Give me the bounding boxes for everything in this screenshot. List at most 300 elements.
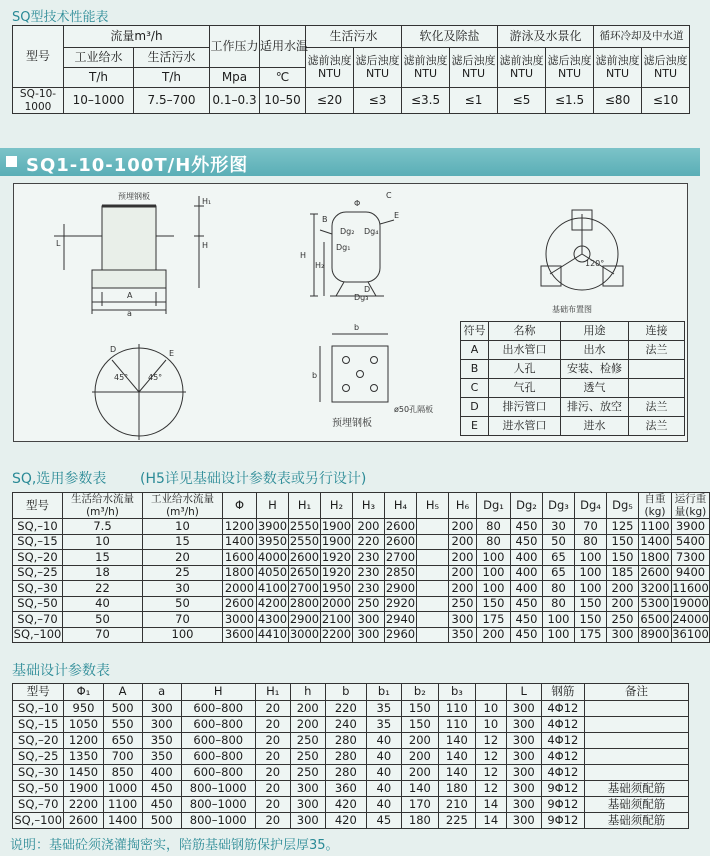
table-cell: 800–1000 xyxy=(181,781,255,797)
column-header: a xyxy=(142,684,181,701)
table-cell: 2000 xyxy=(223,581,257,597)
table-cell: 20 xyxy=(255,765,290,781)
table-row xyxy=(13,565,710,581)
table-cell: 70 xyxy=(575,519,607,535)
table-cell xyxy=(417,550,449,566)
table-row xyxy=(13,797,689,813)
table-cell: 2600 xyxy=(64,813,103,829)
banner-title: SQ1-10-100T/H外形图 xyxy=(26,155,249,176)
hdr-before: 滤前浊度NTU xyxy=(594,48,642,88)
label-layout: 基础布置图 xyxy=(552,305,592,314)
legend-cell: 人孔 xyxy=(489,360,561,379)
column-header: H₁ xyxy=(289,493,321,519)
table-cell: 230 xyxy=(353,581,385,597)
table-cell: 8900 xyxy=(640,627,670,642)
footnote: 说明：基础砼须浇灌掏密实，陪筋基础钢筋保护层厚35。 xyxy=(10,838,339,853)
table-cell: 150 xyxy=(575,596,607,612)
column-header: h xyxy=(290,684,325,701)
table-cell: 110 xyxy=(438,701,475,717)
table-cell: 4Φ12 xyxy=(541,749,584,765)
table-cell xyxy=(584,701,688,717)
table-cell: 11600 xyxy=(672,580,709,595)
table-cell: 1350 xyxy=(64,749,103,765)
table-cell: 250 xyxy=(353,596,385,612)
table-cell: 9Φ12 xyxy=(541,813,584,829)
table-cell: 1400 xyxy=(103,813,142,829)
table-cell: 20 xyxy=(143,550,223,566)
dim-H1: H₁ xyxy=(202,197,212,206)
table-cell: 7300 xyxy=(672,550,710,566)
legend-header: 符号 xyxy=(461,322,489,341)
table-cell: 250 xyxy=(290,749,325,765)
table-cell: 1920 xyxy=(321,565,352,580)
table-cell: 3900 xyxy=(257,518,288,533)
table-cell: 2920 xyxy=(385,596,416,611)
table-cell: SQ,–50 xyxy=(13,596,63,612)
hdr-model: 型号 xyxy=(13,26,64,88)
table-row xyxy=(13,534,710,550)
table-cell: SQ,–20 xyxy=(13,550,63,566)
table-cell: 400 xyxy=(511,581,543,597)
hdr-temp: 适用水温 xyxy=(260,26,306,68)
letter-E-orient: E xyxy=(169,349,175,358)
table-cell: 10 xyxy=(63,534,143,550)
table-cell: SQ,–15 xyxy=(13,717,64,733)
table-cell: 250 xyxy=(607,612,639,628)
table-cell: 950 xyxy=(64,701,103,717)
table-cell: 250 xyxy=(449,596,477,612)
table-cell: 40 xyxy=(63,596,143,612)
table-row xyxy=(13,88,690,114)
table-cell: 100 xyxy=(575,565,607,581)
table-cell: 200 xyxy=(401,765,438,781)
table-cell: 65 xyxy=(543,550,575,566)
legend-cell: 法兰 xyxy=(629,417,685,436)
table-cell: 140 xyxy=(438,733,475,749)
table-cell: 300 xyxy=(290,813,325,829)
table-cell: 1400 xyxy=(223,534,257,550)
hdr-after: 滤后浊度NTU xyxy=(450,48,498,88)
hdr-temp-unit: ℃ xyxy=(260,68,306,88)
column-header: H xyxy=(257,493,289,519)
table-cell: 100 xyxy=(543,612,575,628)
table-cell: 9400 xyxy=(672,565,710,581)
table-cell: 225 xyxy=(438,813,475,829)
table-cell: 1900 xyxy=(321,534,352,549)
table-cell: 400 xyxy=(511,550,543,566)
table-cell: 10–50 xyxy=(260,88,306,114)
table-cell: 1100 xyxy=(640,518,670,533)
column-header: Dg₁ xyxy=(477,493,511,519)
legend-row xyxy=(461,360,685,379)
table-cell: SQ,–70 xyxy=(13,797,64,813)
table-cell: 80 xyxy=(477,519,511,535)
foundation-layout-drawing xyxy=(541,210,623,290)
table-cell: 6500 xyxy=(640,611,670,626)
table-cell: 2960 xyxy=(385,627,416,642)
column-header: H xyxy=(181,684,255,701)
table-cell: 300 xyxy=(506,781,541,797)
table-cell: 200 xyxy=(290,701,325,717)
dim-H: H xyxy=(202,241,209,250)
label-plate: 预埋钢板 xyxy=(118,192,150,201)
table-cell: 280 xyxy=(325,765,366,781)
hdr-flow: 流量m³/h xyxy=(64,26,210,48)
table-cell: 4000 xyxy=(257,549,288,564)
table-cell: 50 xyxy=(143,596,223,612)
table-row xyxy=(13,733,689,749)
table-cell: 2600 xyxy=(385,534,416,549)
table-cell: 3000 xyxy=(223,612,257,628)
table-cell: SQ,–10 xyxy=(13,519,63,535)
table-cell: 850 xyxy=(103,765,142,781)
foundation-table-title: 基础设计参数表 xyxy=(12,663,110,679)
table-cell: 7.5–700 xyxy=(134,88,210,114)
table-cell: 2940 xyxy=(385,611,416,626)
legend-cell: A xyxy=(461,341,489,360)
table-cell: SQ,–100 xyxy=(14,812,63,827)
table-cell: 40 xyxy=(366,749,401,765)
table-cell: 4Φ12 xyxy=(541,733,584,749)
table-cell: SQ,–20 xyxy=(13,733,64,749)
table-cell: 2200 xyxy=(64,797,103,813)
table-cell: 12 xyxy=(475,781,506,797)
column-header: 工业给水流量(m³/h) xyxy=(143,493,223,519)
table-cell: 14 xyxy=(475,797,506,813)
table-cell: 150 xyxy=(575,612,607,628)
table-cell: 1000 xyxy=(103,781,142,797)
table-cell: 1920 xyxy=(321,549,352,564)
table-cell: 20 xyxy=(255,717,290,733)
table-cell: 450 xyxy=(511,534,543,550)
legend-cell: 透气 xyxy=(561,379,629,398)
table-cell xyxy=(584,733,688,749)
label-dg4: Dg₄ xyxy=(364,227,379,236)
label-holes: ø50孔隔板 xyxy=(394,405,434,414)
table-row xyxy=(13,519,710,535)
table-cell: 18 xyxy=(63,565,143,581)
table-cell: 550 xyxy=(103,717,142,733)
label-plate2: 预埋钢板 xyxy=(332,418,372,429)
table-cell: 250 xyxy=(290,733,325,749)
table-cell: 400 xyxy=(511,565,543,581)
table-cell: 170 xyxy=(401,797,438,813)
table-cell: 2850 xyxy=(385,565,416,580)
table-cell: SQ,–10 xyxy=(13,701,64,717)
table-cell: 200 xyxy=(449,534,477,550)
table-cell xyxy=(584,765,688,781)
label-dg1: Dg₁ xyxy=(336,243,351,252)
column-header: 运行重量(kg) xyxy=(672,493,710,519)
table-cell: 1800 xyxy=(223,565,257,581)
legend-row xyxy=(461,398,685,417)
table-cell: 100 xyxy=(575,550,607,566)
hdr-sewage: 生活污水 xyxy=(134,48,210,68)
table-cell: 20 xyxy=(255,749,290,765)
table-cell: 14 xyxy=(475,813,506,829)
table-cell: 300 xyxy=(142,717,181,733)
table-cell: 基础须配筋 xyxy=(584,813,688,829)
table-cell: 15 xyxy=(63,550,143,566)
hdr-group-softening: 软化及除盐 xyxy=(402,26,498,48)
column-header: A xyxy=(103,684,142,701)
table-cell: 100 xyxy=(477,565,511,581)
table-cell: 2550 xyxy=(289,534,320,549)
letter-D-orient: D xyxy=(110,345,117,354)
table-cell: 180 xyxy=(438,781,475,797)
column-header: L xyxy=(506,684,541,701)
table-cell: 100 xyxy=(477,581,511,597)
column-header: 型号 xyxy=(13,684,64,701)
legend-cell: 进水 xyxy=(561,417,629,436)
letter-B: B xyxy=(322,215,328,224)
column-header: b₃ xyxy=(438,684,475,701)
table-cell: 1400 xyxy=(640,534,670,549)
table-cell: 200 xyxy=(401,749,438,765)
table-cell: 70 xyxy=(143,612,223,628)
table-cell: 3200 xyxy=(640,580,670,595)
table-cell: SQ,–25 xyxy=(13,565,63,581)
table-cell: 1450 xyxy=(64,765,103,781)
table-row xyxy=(13,596,710,612)
dim-phi: Φ xyxy=(354,199,361,208)
table-cell: 300 xyxy=(506,797,541,813)
table-row xyxy=(13,781,689,797)
table-cell: 2000 xyxy=(321,596,352,611)
table-cell: 700 xyxy=(103,749,142,765)
table-cell: 5300 xyxy=(640,596,670,611)
legend-cell: E xyxy=(461,417,489,436)
table-cell: 200 xyxy=(449,565,477,581)
table-row xyxy=(13,550,710,566)
table-cell: 110 xyxy=(438,717,475,733)
table-cell: 1600 xyxy=(223,550,257,566)
legend-cell: C xyxy=(461,379,489,398)
table-cell: ≤5 xyxy=(498,88,546,114)
table-cell: 80 xyxy=(477,534,511,550)
table-cell: 200 xyxy=(607,581,639,597)
nozzle-orientation-drawing xyxy=(92,344,186,440)
table-cell: 200 xyxy=(353,519,385,535)
embedded-plate-drawing xyxy=(320,334,388,402)
table-cell: 10–1000 xyxy=(64,88,134,114)
table-cell: 200 xyxy=(401,733,438,749)
table-cell: 1050 xyxy=(64,717,103,733)
table-cell: 25 xyxy=(143,565,223,581)
table-cell: 300 xyxy=(506,701,541,717)
table-cell: 400 xyxy=(142,765,181,781)
table-cell: 22 xyxy=(63,581,143,597)
table-row xyxy=(13,627,710,643)
deg-45-right: 45° xyxy=(148,373,163,382)
table-cell xyxy=(417,534,449,550)
legend-header: 连接 xyxy=(629,322,685,341)
column-header: 钢筋 xyxy=(541,684,584,701)
table-cell: 200 xyxy=(290,717,325,733)
table-cell: 280 xyxy=(325,749,366,765)
table-row xyxy=(13,612,710,628)
table-cell: 10 xyxy=(143,519,223,535)
table-cell: 600–800 xyxy=(181,765,255,781)
letter-D: D xyxy=(364,285,371,294)
table-cell: 300 xyxy=(506,765,541,781)
table-cell: 450 xyxy=(142,781,181,797)
perf-table xyxy=(12,25,690,114)
hdr-pressure: 工作压力 xyxy=(210,26,260,68)
select-table-subtitle: (H5详见基础设计参数表或另行设计) xyxy=(140,471,367,487)
table-cell: 1950 xyxy=(321,580,352,595)
table-cell xyxy=(417,581,449,597)
hdr-unit-th: T/h xyxy=(134,68,210,88)
legend-cell: 安装、检修 xyxy=(561,360,629,379)
column-header: b₂ xyxy=(401,684,438,701)
table-cell xyxy=(417,627,449,643)
table-cell: 20 xyxy=(255,701,290,717)
column-header: b xyxy=(325,684,366,701)
legend-cell: 出水 xyxy=(561,341,629,360)
table-row xyxy=(13,581,710,597)
table-cell: 230 xyxy=(353,550,385,566)
table-cell: 5400 xyxy=(672,534,710,550)
column-header: Dg₅ xyxy=(607,493,639,519)
table-cell: 210 xyxy=(438,797,475,813)
drawing-panel xyxy=(13,183,688,442)
table-cell: 3900 xyxy=(672,519,710,535)
table-cell: 10 xyxy=(475,717,506,733)
dim-H2: H₂ xyxy=(315,261,325,270)
table-cell: 4Φ12 xyxy=(541,701,584,717)
deg-45-left: 45° xyxy=(114,373,129,382)
hdr-group-sewage: 生活污水 xyxy=(306,26,402,48)
legend-header: 名称 xyxy=(489,322,561,341)
table-cell: 30 xyxy=(143,581,223,597)
table-cell: 2600 xyxy=(289,549,320,564)
table-cell: 150 xyxy=(607,550,639,566)
table-cell: 450 xyxy=(511,519,543,535)
legend-header-row xyxy=(461,322,685,341)
table-cell xyxy=(584,749,688,765)
table-cell: 1900 xyxy=(321,518,352,533)
legend-cell: D xyxy=(461,398,489,417)
table-cell: 1200 xyxy=(64,733,103,749)
dim-L: L xyxy=(56,239,61,248)
table-row xyxy=(13,701,689,717)
table-cell: 300 xyxy=(353,627,385,643)
table-cell: 2600 xyxy=(385,518,416,533)
hdr-before: 滤前浊度NTU xyxy=(402,48,450,88)
table-cell xyxy=(417,519,449,535)
legend-cell xyxy=(629,360,685,379)
table-cell: 基础须配筋 xyxy=(584,797,688,813)
table-cell: 70 xyxy=(63,627,143,643)
table-cell: 4100 xyxy=(257,580,288,595)
table-cell: 650 xyxy=(103,733,142,749)
table-cell: 40 xyxy=(366,733,401,749)
table-cell: ≤1 xyxy=(450,88,498,114)
table-cell: 2800 xyxy=(289,596,320,611)
table-cell: 600–800 xyxy=(181,733,255,749)
hdr-after: 滤后浊度NTU xyxy=(642,48,690,88)
table-cell: 300 xyxy=(607,627,639,643)
table-cell: SQ,–15 xyxy=(13,534,63,550)
table-cell xyxy=(417,612,449,628)
table-cell: 100 xyxy=(575,581,607,597)
table-cell: 2600 xyxy=(640,565,670,580)
table-cell: 12 xyxy=(475,749,506,765)
table-cell: 2600 xyxy=(223,596,257,612)
column-header: 备注 xyxy=(584,684,688,701)
table-cell: 12 xyxy=(475,733,506,749)
table-cell: 100 xyxy=(477,550,511,566)
table-cell: 45 xyxy=(366,813,401,829)
table-cell: 350 xyxy=(449,627,477,643)
legend-row xyxy=(461,379,685,398)
table-cell: 1200 xyxy=(223,519,257,535)
hdr-before: 滤前浊度NTU xyxy=(498,48,546,88)
table-cell: ≤3.5 xyxy=(402,88,450,114)
table-cell: 150 xyxy=(607,534,639,550)
table-cell xyxy=(584,717,688,733)
table-cell: 10 xyxy=(475,701,506,717)
table-cell: 80 xyxy=(543,596,575,612)
legend-cell: 排污管口 xyxy=(489,398,561,417)
table-cell: 2700 xyxy=(289,580,320,595)
table-cell: 7.5 xyxy=(63,519,143,535)
table-cell: 30 xyxy=(543,519,575,535)
table-cell: 240 xyxy=(325,717,366,733)
hdr-group-cooling: 循环冷却及中水道 xyxy=(594,26,690,48)
deg-120: 120° xyxy=(585,259,605,268)
table-cell: 200 xyxy=(607,596,639,612)
table-cell: 200 xyxy=(477,627,511,643)
table-cell: 300 xyxy=(290,797,325,813)
table-cell: 2700 xyxy=(385,549,416,564)
table-cell: 350 xyxy=(142,733,181,749)
dim-A: A xyxy=(127,291,133,300)
table-cell: 220 xyxy=(353,534,385,550)
table-cell: 65 xyxy=(543,565,575,581)
table-cell: 420 xyxy=(325,813,366,829)
table-cell: 185 xyxy=(607,565,639,581)
table-cell: 20 xyxy=(255,781,290,797)
table-cell: 450 xyxy=(511,596,543,612)
legend-row xyxy=(461,417,685,436)
table-cell: 20 xyxy=(255,733,290,749)
table-cell: 450 xyxy=(142,797,181,813)
table-cell: 300 xyxy=(506,717,541,733)
table-cell xyxy=(417,596,449,612)
table-cell: 1100 xyxy=(103,797,142,813)
table-cell: 100 xyxy=(143,627,223,643)
table-cell: 125 xyxy=(607,519,639,535)
table-cell: 450 xyxy=(511,627,543,643)
table-cell: 500 xyxy=(103,701,142,717)
table-cell: 600–800 xyxy=(181,749,255,765)
column-header: H₁ xyxy=(255,684,290,701)
table-cell: 175 xyxy=(477,612,511,628)
table-cell: 4300 xyxy=(257,611,288,626)
table-cell: 360 xyxy=(325,781,366,797)
table-cell: 基础须配筋 xyxy=(584,781,688,797)
legend-header: 用途 xyxy=(561,322,629,341)
section-banner xyxy=(0,148,700,176)
column-header: 型号 xyxy=(13,493,63,519)
column-header xyxy=(475,684,506,701)
hdr-before: 滤前浊度NTU xyxy=(306,48,354,88)
table-cell: 80 xyxy=(543,581,575,597)
table-cell: 2550 xyxy=(289,518,320,533)
table-cell: SQ,–30 xyxy=(13,581,63,597)
